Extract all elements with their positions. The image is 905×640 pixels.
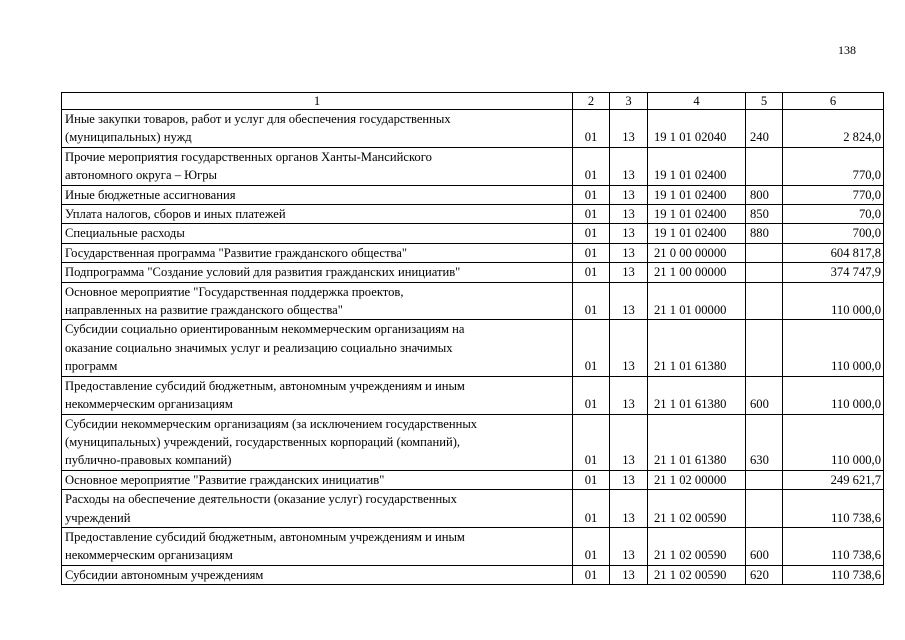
section-code-cell: 01	[573, 147, 610, 185]
expense-type-cell: 620	[746, 565, 783, 584]
expense-type-cell	[746, 490, 783, 528]
row-name-cell: Прочие мероприятия государственных органов Ханты-Мансийского автономного округа – Югры	[62, 147, 573, 185]
table-row	[62, 224, 884, 243]
row-name-cell: Основное мероприятие "Развитие гражданских инициатив"	[62, 470, 573, 489]
amount-cell: 70,0	[783, 205, 884, 224]
row-name-cell: Основное мероприятие "Государственная поддержка проектов, направленных на развитие гражданского общества"	[62, 282, 573, 320]
target-article-cell: 21 1 02 00590	[648, 527, 746, 565]
target-article-cell: 21 1 02 00590	[648, 565, 746, 584]
amount-cell: 770,0	[783, 185, 884, 204]
row-name-cell: Предоставление субсидий бюджетным, автономным учреждениям и иным некоммерческим организациям	[62, 376, 573, 414]
subsection-code-cell: 13	[610, 185, 648, 204]
table-row	[62, 185, 884, 204]
expense-type-cell: 600	[746, 376, 783, 414]
expense-type-cell: 240	[746, 110, 783, 148]
table-row	[62, 243, 884, 262]
row-name-cell: Иные бюджетные ассигнования	[62, 185, 573, 204]
subsection-code-cell: 13	[610, 376, 648, 414]
subsection-code-cell: 13	[610, 263, 648, 282]
row-name-cell: Уплата налогов, сборов и иных платежей	[62, 205, 573, 224]
target-article-cell: 19 1 01 02400	[648, 224, 746, 243]
amount-cell: 110 738,6	[783, 490, 884, 528]
row-name-cell: Предоставление субсидий бюджетным, автономным учреждениям и иным некоммерческим организациям	[62, 527, 573, 565]
target-article-cell: 19 1 01 02400	[648, 205, 746, 224]
amount-cell: 604 817,8	[783, 243, 884, 262]
expense-type-cell	[746, 470, 783, 489]
subsection-code-cell: 13	[610, 320, 648, 376]
table-row	[62, 205, 884, 224]
table-row	[62, 490, 884, 528]
subsection-code-cell: 13	[610, 205, 648, 224]
column-header-6: 6	[783, 93, 884, 110]
expense-type-cell: 600	[746, 527, 783, 565]
table-row	[62, 147, 884, 185]
subsection-code-cell: 13	[610, 490, 648, 528]
expense-type-cell: 630	[746, 414, 783, 470]
amount-cell: 249 621,7	[783, 470, 884, 489]
target-article-cell: 21 1 01 61380	[648, 320, 746, 376]
amount-cell: 110 000,0	[783, 414, 884, 470]
row-name-cell: Государственная программа "Развитие гражданского общества"	[62, 243, 573, 262]
row-name-cell: Субсидии социально ориентированным некоммерческим организациям на оказание социально значимых услуг и реализацию социально значимых программ	[62, 320, 573, 376]
table-row	[62, 320, 884, 376]
row-name-cell: Субсидии некоммерческим организациям (за исключением государственных (муниципальных) учреждений, государственных корпораций (компаний), публично-правовых компаний)	[62, 414, 573, 470]
table-header-row	[62, 93, 884, 110]
target-article-cell: 21 0 00 00000	[648, 243, 746, 262]
section-code-cell: 01	[573, 414, 610, 470]
expense-type-cell	[746, 243, 783, 262]
column-header-2: 2	[573, 93, 610, 110]
target-article-cell: 21 1 01 61380	[648, 376, 746, 414]
subsection-code-cell: 13	[610, 470, 648, 489]
amount-cell: 770,0	[783, 147, 884, 185]
expense-type-cell: 880	[746, 224, 783, 243]
row-name-cell: Подпрограмма "Создание условий для развития гражданских инициатив"	[62, 263, 573, 282]
amount-cell: 700,0	[783, 224, 884, 243]
section-code-cell: 01	[573, 185, 610, 204]
target-article-cell: 21 1 00 00000	[648, 263, 746, 282]
row-name-cell: Иные закупки товаров, работ и услуг для обеспечения государственных (муниципальных) нужд	[62, 110, 573, 148]
section-code-cell: 01	[573, 376, 610, 414]
expense-type-cell	[746, 263, 783, 282]
subsection-code-cell: 13	[610, 282, 648, 320]
target-article-cell: 21 1 01 61380	[648, 414, 746, 470]
row-name-cell: Субсидии автономным учреждениям	[62, 565, 573, 584]
target-article-cell: 21 1 02 00000	[648, 470, 746, 489]
table-row	[62, 376, 884, 414]
section-code-cell: 01	[573, 282, 610, 320]
row-name-cell: Специальные расходы	[62, 224, 573, 243]
row-name-cell: Расходы на обеспечение деятельности (оказание услуг) государственных учреждений	[62, 490, 573, 528]
target-article-cell: 19 1 01 02400	[648, 185, 746, 204]
expense-type-cell	[746, 320, 783, 376]
section-code-cell: 01	[573, 527, 610, 565]
expense-type-cell	[746, 147, 783, 185]
table-row	[62, 414, 884, 470]
table-row	[62, 470, 884, 489]
subsection-code-cell: 13	[610, 565, 648, 584]
expense-type-cell	[746, 282, 783, 320]
subsection-code-cell: 13	[610, 414, 648, 470]
section-code-cell: 01	[573, 565, 610, 584]
amount-cell: 110 738,6	[783, 527, 884, 565]
column-header-4: 4	[648, 93, 746, 110]
target-article-cell: 21 1 01 00000	[648, 282, 746, 320]
subsection-code-cell: 13	[610, 147, 648, 185]
section-code-cell: 01	[573, 243, 610, 262]
target-article-cell: 19 1 01 02400	[648, 147, 746, 185]
budget-table	[61, 92, 884, 585]
amount-cell: 110 000,0	[783, 282, 884, 320]
table-row	[62, 527, 884, 565]
section-code-cell: 01	[573, 490, 610, 528]
amount-cell: 110 000,0	[783, 320, 884, 376]
table-row	[62, 110, 884, 148]
table-row	[62, 263, 884, 282]
table-row	[62, 565, 884, 584]
page-number: 138	[838, 43, 856, 57]
table-body	[62, 110, 884, 585]
target-article-cell: 21 1 02 00590	[648, 490, 746, 528]
column-header-5: 5	[746, 93, 783, 110]
amount-cell: 374 747,9	[783, 263, 884, 282]
table-row	[62, 282, 884, 320]
column-header-3: 3	[610, 93, 648, 110]
section-code-cell: 01	[573, 110, 610, 148]
section-code-cell: 01	[573, 224, 610, 243]
target-article-cell: 19 1 01 02040	[648, 110, 746, 148]
subsection-code-cell: 13	[610, 527, 648, 565]
subsection-code-cell: 13	[610, 224, 648, 243]
amount-cell: 110 738,6	[783, 565, 884, 584]
section-code-cell: 01	[573, 470, 610, 489]
amount-cell: 2 824,0	[783, 110, 884, 148]
subsection-code-cell: 13	[610, 243, 648, 262]
section-code-cell: 01	[573, 205, 610, 224]
column-header-1: 1	[62, 93, 573, 110]
subsection-code-cell: 13	[610, 110, 648, 148]
section-code-cell: 01	[573, 320, 610, 376]
amount-cell: 110 000,0	[783, 376, 884, 414]
expense-type-cell: 850	[746, 205, 783, 224]
expense-type-cell: 800	[746, 185, 783, 204]
section-code-cell: 01	[573, 263, 610, 282]
